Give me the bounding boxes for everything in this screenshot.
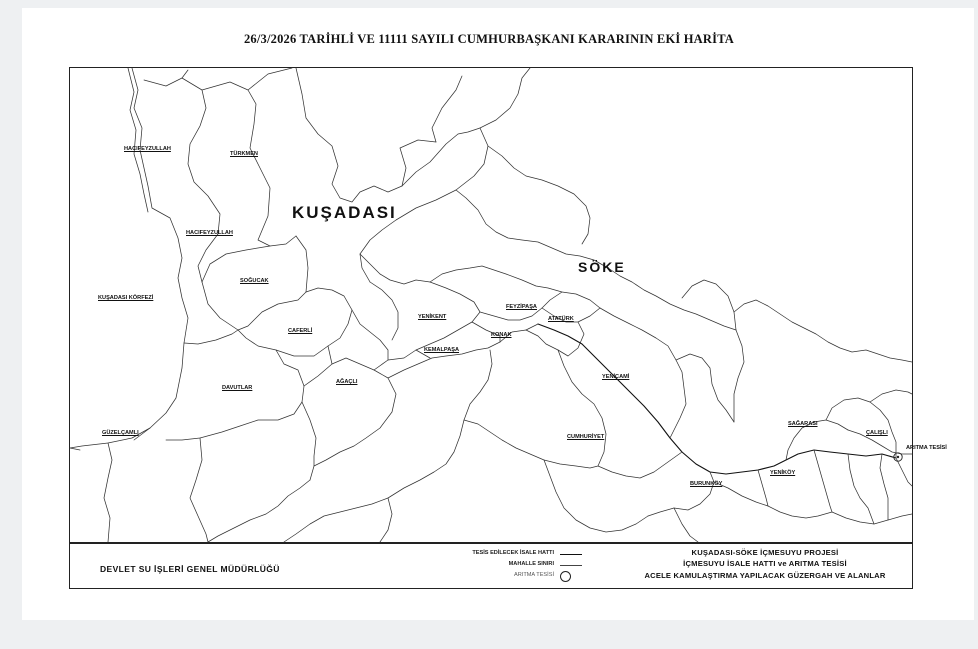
neighborhood-label-burunkoy: BURUNKÖY [690, 481, 723, 487]
neighborhood-label-turkmen: TÜRKMEN [230, 151, 258, 157]
legend-project-line3: ACELE KAMULAŞTIRMA YAPILACAK GÜZERGAH VE ALANLAR [644, 571, 886, 580]
neighborhood-label-davutlar: DAVUTLAR [222, 385, 253, 391]
neighborhood-label-yenikoy: YENİKÖY [770, 470, 796, 476]
district-label-kusadasi: KUŞADASI [292, 203, 397, 222]
neighborhood-label-agacli: AĞAÇLI [336, 379, 358, 385]
map-frame [69, 67, 947, 543]
legend-key-plant-circle [560, 571, 571, 582]
neighborhood-label-hacifeyzullah-north: HACIFEYZULLAH [124, 146, 171, 152]
map-legend [69, 543, 913, 589]
neighborhood-label-yenikent: YENİKENT [418, 314, 447, 320]
coastline [70, 68, 188, 448]
legend-project-line1: KUŞADASI-SÖKE İÇMESUYU PROJESİ [691, 548, 839, 557]
legend-key-plant-label: ARITMA TESİSİ [514, 572, 554, 578]
neighborhood-label-feyzipasa: FEYZİPAŞA [506, 304, 537, 310]
neighborhood-label-caferli: CAFERLİ [288, 328, 313, 334]
neighborhood-label-ataturk: ATATÜRK [548, 316, 574, 322]
legend-key-boundary-line [560, 565, 582, 566]
neighborhood-label-yenicami: YENİCAMİ [602, 374, 630, 380]
map-title: 26/3/2026 TARİHLİ VE 11111 SAYILI CUMHURBAŞKANI KARARININ EKİ HARİTA [243, 32, 735, 46]
neighborhood-label-konak: KONAK [491, 332, 512, 338]
treatment-plant-label: ARITMA TESİSİ [906, 445, 947, 451]
neighborhood-label-cumhuriyet: CUMHURİYET [567, 434, 605, 440]
neighborhood-label-calisli: ÇALIŞLI [866, 430, 888, 436]
neighborhood-label-kusadasi-korfezi: KUŞADASI KÖRFEZİ [98, 295, 154, 301]
neighborhood-label-kemalpasa: KEMALPAŞA [424, 347, 460, 353]
district-label-soke: SÖKE [578, 259, 626, 275]
neighborhood-label-soguccak: SOĞUCAK [240, 278, 269, 284]
legend-key-pipeline-label: TESİS EDİLECEK İSALE HATTI [472, 550, 554, 556]
legend-project-line2: İÇMESUYU İSALE HATTI ve ARITMA TESİSİ [683, 559, 847, 568]
pipeline-route [538, 324, 896, 474]
legend-authority: DEVLET SU İŞLERİ GENEL MÜDÜRLÜĞÜ [100, 564, 280, 574]
legend-key-boundary-label: MAHALLE SINIRI [508, 561, 554, 567]
legend-key-pipeline-line [560, 554, 582, 555]
neighborhood-label-sagarasi: SAĞARASI [788, 421, 818, 427]
neighborhood-label-guzelcamli: GÜZELÇAMLI [102, 430, 139, 436]
neighborhood-label-hacifeyzullah-south: HACIFEYZULLAH [186, 230, 233, 236]
